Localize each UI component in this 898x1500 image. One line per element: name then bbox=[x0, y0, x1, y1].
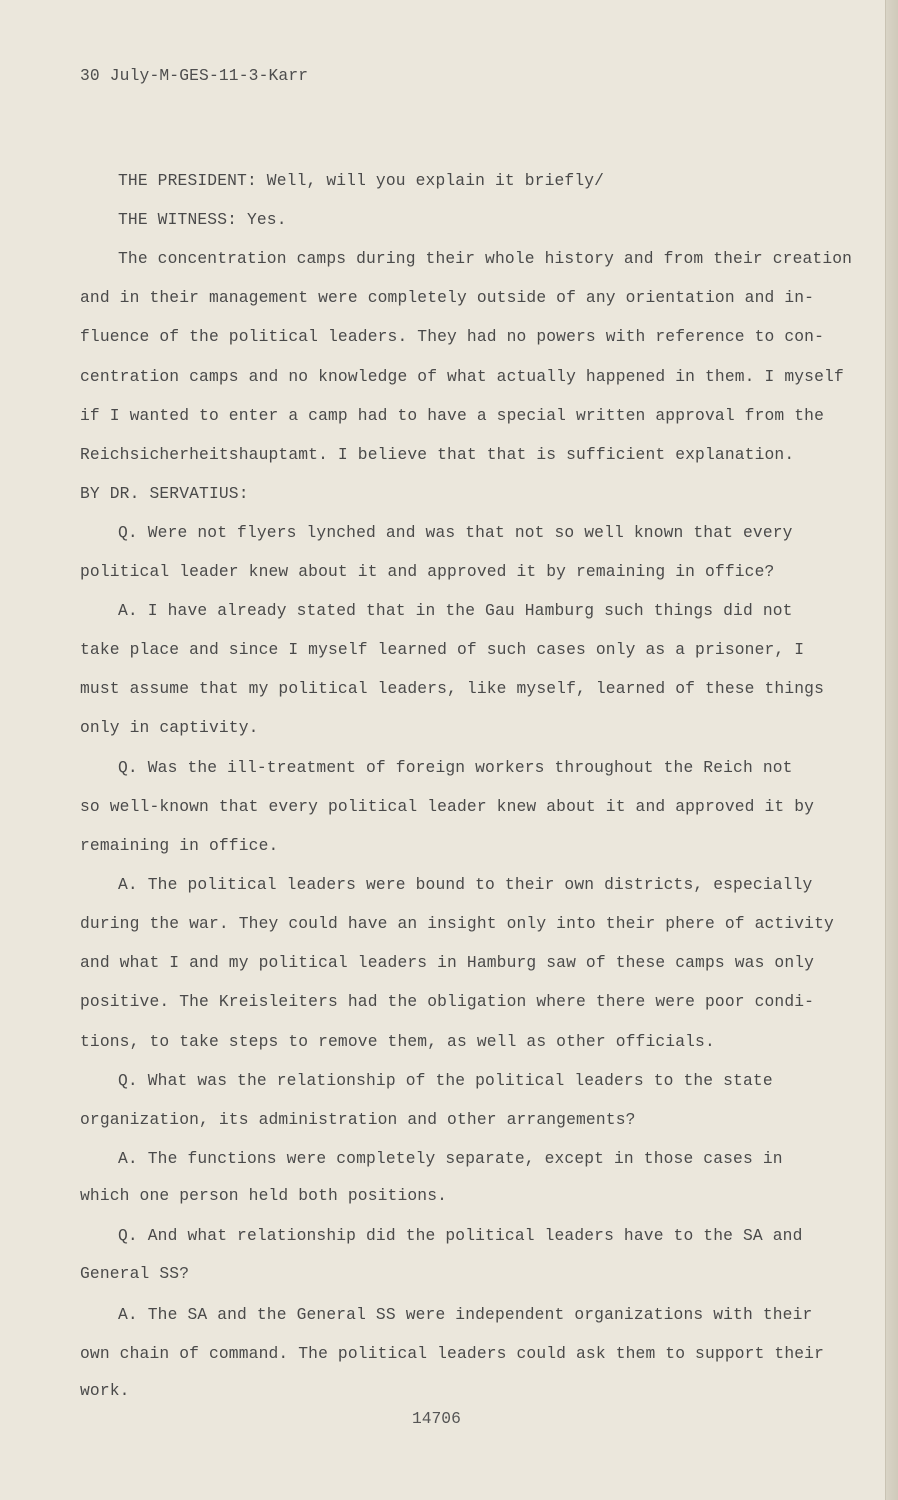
transcript-line: General SS? bbox=[80, 1264, 190, 1283]
question-line: Q. Was the ill-treatment of foreign workers throughout the Reich not bbox=[118, 758, 793, 777]
answer-line: A. I have already stated that in the Gau Hamburg such things did not bbox=[118, 601, 793, 620]
transcript-line: and what I and my political leaders in Hamburg saw of these camps was only bbox=[80, 953, 815, 972]
transcript-line: only in captivity. bbox=[80, 718, 259, 737]
answer-line: A. The political leaders were bound to their own districts, especially bbox=[118, 875, 813, 894]
transcript-line: fluence of the political leaders. They had no powers with reference to con- bbox=[80, 327, 825, 346]
transcript-line: which one person held both positions. bbox=[80, 1186, 448, 1205]
transcript-line: centration camps and no knowledge of what actually happened in them. I myself bbox=[80, 367, 844, 386]
transcript-line: take place and since I myself learned of such cases only as a prisoner, I bbox=[80, 640, 805, 659]
transcript-line: THE PRESIDENT: Well, will you explain it briefly/ bbox=[118, 171, 605, 190]
transcript-line: remaining in office. bbox=[80, 836, 279, 855]
page-number: 14706 bbox=[412, 1409, 461, 1428]
question-line: Q. Were not flyers lynched and was that not so well known that every bbox=[118, 523, 793, 542]
transcript-line: and in their management were completely outside of any orientation and in- bbox=[80, 288, 815, 307]
answer-line: A. The functions were completely separate, except in those cases in bbox=[118, 1149, 783, 1168]
transcript-line: The concentration camps during their whole history and from their creation bbox=[118, 249, 853, 268]
transcript-line: positive. The Kreisleiters had the obligation where there were poor condi- bbox=[80, 992, 815, 1011]
transcript-line: must assume that my political leaders, like myself, learned of these things bbox=[80, 679, 825, 698]
transcript-line: THE WITNESS: Yes. bbox=[118, 210, 287, 229]
transcript-line: political leader knew about it and approved it by remaining in office? bbox=[80, 562, 775, 581]
header-reference: 30 July-M-GES-11-3-Karr bbox=[80, 66, 309, 85]
transcript-line: tions, to take steps to remove them, as well as other officials. bbox=[80, 1032, 715, 1051]
transcript-line: own chain of command. The political leaders could ask them to support their bbox=[80, 1344, 825, 1363]
transcript-line: organization, its administration and other arrangements? bbox=[80, 1110, 636, 1129]
transcript-line: during the war. They could have an insight only into their phere of activity bbox=[80, 914, 834, 933]
paper-edge bbox=[885, 0, 898, 1500]
question-line: Q. What was the relationship of the political leaders to the state bbox=[118, 1071, 773, 1090]
answer-line: A. The SA and the General SS were independent organizations with their bbox=[118, 1305, 813, 1324]
section-heading: BY DR. SERVATIUS: bbox=[80, 484, 249, 503]
transcript-line: so well-known that every political leader knew about it and approved it by bbox=[80, 797, 815, 816]
transcript-line: Reichsicherheitshauptamt. I believe that that is sufficient explanation. bbox=[80, 445, 795, 464]
transcript-line: work. bbox=[80, 1381, 130, 1400]
question-line: Q. And what relationship did the political leaders have to the SA and bbox=[118, 1226, 803, 1245]
transcript-line: if I wanted to enter a camp had to have a special written approval from the bbox=[80, 406, 825, 425]
